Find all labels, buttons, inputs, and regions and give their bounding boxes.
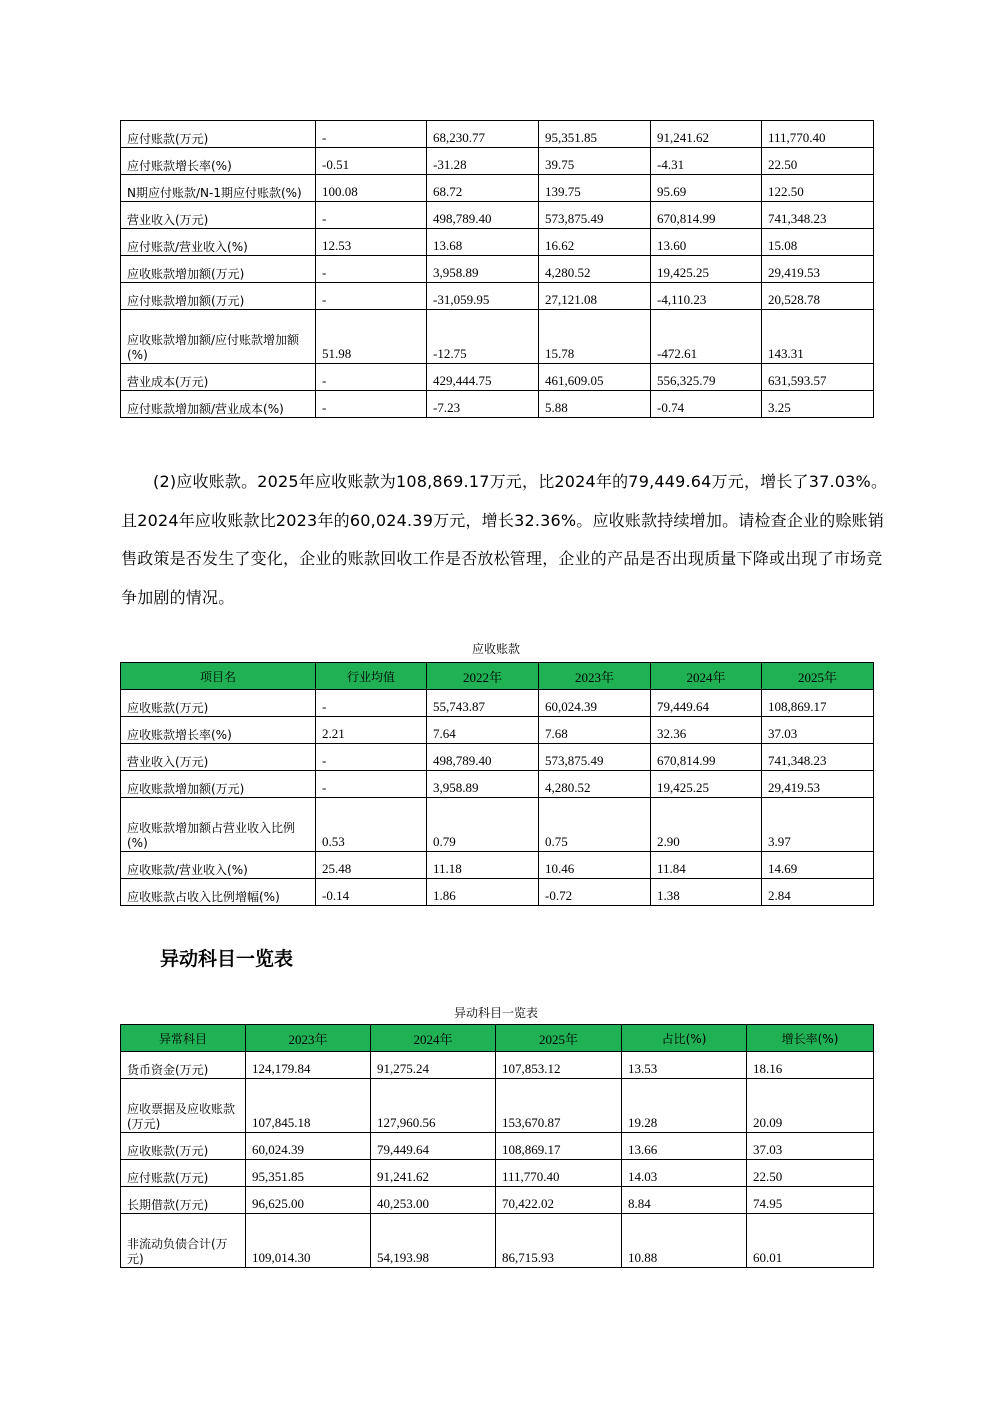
payable-row xyxy=(121,148,874,175)
receivable-row xyxy=(121,852,874,879)
anomaly-cell: 153,670.87 xyxy=(496,1079,622,1133)
receivable-cell: 14.69 xyxy=(762,852,874,879)
payable-cell: 15.78 xyxy=(539,310,651,364)
payable-cell: 573,875.49 xyxy=(539,202,651,229)
receivable-header-cell: 行业均值 xyxy=(316,663,427,690)
payable-row xyxy=(121,175,874,202)
receivable-header-cell: 2023年 xyxy=(539,663,651,690)
receivable-cell: 2.84 xyxy=(762,879,874,906)
payable-cell: 12.53 xyxy=(316,229,427,256)
anomaly-row xyxy=(121,1214,874,1268)
payable-row-label: N期应付账款/N-1期应付账款(%) xyxy=(121,175,316,202)
anomaly-cell: 107,845.18 xyxy=(246,1079,371,1133)
receivable-cell: 11.18 xyxy=(427,852,539,879)
receivable-cell: 2.90 xyxy=(651,798,762,852)
payable-cell: 100.08 xyxy=(316,175,427,202)
payable-cell: 19,425.25 xyxy=(651,256,762,283)
anomaly-cell: 96,625.00 xyxy=(246,1187,371,1214)
receivable-table-body xyxy=(121,690,874,906)
receivable-row xyxy=(121,744,874,771)
anomaly-row-label: 应收票据及应收账款(万元) xyxy=(121,1079,246,1133)
receivable-row xyxy=(121,717,874,744)
receivable-row-label: 应收账款/营业收入(%) xyxy=(121,852,316,879)
payable-cell: 91,241.62 xyxy=(651,121,762,148)
payable-cell: -4,110.23 xyxy=(651,283,762,310)
payable-cell: 741,348.23 xyxy=(762,202,874,229)
receivable-row-label: 应收账款占收入比例增幅(%) xyxy=(121,879,316,906)
payable-cell: 143.31 xyxy=(762,310,874,364)
payable-cell: 29,419.53 xyxy=(762,256,874,283)
receivable-cell: 3,958.89 xyxy=(427,771,539,798)
receivable-header-cell: 2022年 xyxy=(427,663,539,690)
anomaly-row xyxy=(121,1187,874,1214)
anomaly-header-cell: 2025年 xyxy=(496,1025,622,1052)
anomaly-header-cell: 占比(%) xyxy=(622,1025,747,1052)
anomaly-row-label: 长期借款(万元) xyxy=(121,1187,246,1214)
anomaly-row-label: 应收账款(万元) xyxy=(121,1133,246,1160)
receivable-cell: 670,814.99 xyxy=(651,744,762,771)
receivable-cell: - xyxy=(316,771,427,798)
anomaly-header-cell: 2023年 xyxy=(246,1025,371,1052)
payable-cell: 68,230.77 xyxy=(427,121,539,148)
payable-cell: -12.75 xyxy=(427,310,539,364)
anomaly-cell: 60.01 xyxy=(747,1214,874,1268)
payable-row xyxy=(121,364,874,391)
payable-row-label: 应付账款/营业收入(%) xyxy=(121,229,316,256)
payable-row-label: 营业收入(万元) xyxy=(121,202,316,229)
anomaly-cell: 8.84 xyxy=(622,1187,747,1214)
payable-row xyxy=(121,391,874,418)
anomaly-cell: 74.95 xyxy=(747,1187,874,1214)
anomaly-cell: 70,422.02 xyxy=(496,1187,622,1214)
receivable-row xyxy=(121,798,874,852)
anomaly-cell: 86,715.93 xyxy=(496,1214,622,1268)
payable-cell: 556,325.79 xyxy=(651,364,762,391)
anomaly-table-body xyxy=(121,1052,874,1268)
payable-cell: 631,593.57 xyxy=(762,364,874,391)
anomaly-cell: 14.03 xyxy=(622,1160,747,1187)
receivable-cell: -0.14 xyxy=(316,879,427,906)
receivable-cell: 79,449.64 xyxy=(651,690,762,717)
payable-cell: - xyxy=(316,364,427,391)
receivable-row-label: 应收账款增长率(%) xyxy=(121,717,316,744)
payable-cell: -0.51 xyxy=(316,148,427,175)
payable-cell: 3.25 xyxy=(762,391,874,418)
payable-cell: 111,770.40 xyxy=(762,121,874,148)
anomaly-cell: 37.03 xyxy=(747,1133,874,1160)
receivable-cell: 11.84 xyxy=(651,852,762,879)
receivable-cell: 29,419.53 xyxy=(762,771,874,798)
anomaly-row-label: 应付账款(万元) xyxy=(121,1160,246,1187)
payable-cell: 139.75 xyxy=(539,175,651,202)
receivable-row xyxy=(121,879,874,906)
payable-row-label: 应付账款(万元) xyxy=(121,121,316,148)
payable-cell: 461,609.05 xyxy=(539,364,651,391)
receivable-row xyxy=(121,771,874,798)
anomaly-table xyxy=(120,1024,874,1268)
anomaly-cell: 91,241.62 xyxy=(371,1160,496,1187)
payable-cell: 15.08 xyxy=(762,229,874,256)
receivable-cell: 60,024.39 xyxy=(539,690,651,717)
payable-row xyxy=(121,283,874,310)
payable-cell: 16.62 xyxy=(539,229,651,256)
anomaly-cell: 13.66 xyxy=(622,1133,747,1160)
payable-cell: 3,958.89 xyxy=(427,256,539,283)
anomaly-cell: 124,179.84 xyxy=(246,1052,371,1079)
anomaly-header-cell: 异常科目 xyxy=(121,1025,246,1052)
anomaly-cell: 20.09 xyxy=(747,1079,874,1133)
payable-row xyxy=(121,121,874,148)
anomaly-row xyxy=(121,1160,874,1187)
receivable-cell: 3.97 xyxy=(762,798,874,852)
receivable-cell: 7.64 xyxy=(427,717,539,744)
receivable-table-header xyxy=(121,663,874,690)
payable-cell: 27,121.08 xyxy=(539,283,651,310)
anomaly-cell: 109,014.30 xyxy=(246,1214,371,1268)
payable-table xyxy=(120,120,874,418)
payable-cell: - xyxy=(316,202,427,229)
payable-row-label: 应付账款增长率(%) xyxy=(121,148,316,175)
receivable-cell: 4,280.52 xyxy=(539,771,651,798)
receivable-cell: 1.86 xyxy=(427,879,539,906)
receivable-cell: - xyxy=(316,744,427,771)
anomaly-row-label: 非流动负债合计(万元) xyxy=(121,1214,246,1268)
anomaly-cell: 22.50 xyxy=(747,1160,874,1187)
receivable-table xyxy=(120,662,874,906)
anomaly-cell: 111,770.40 xyxy=(496,1160,622,1187)
anomaly-cell: 60,024.39 xyxy=(246,1133,371,1160)
payable-cell: -7.23 xyxy=(427,391,539,418)
payable-row-label: 应付账款增加额/营业成本(%) xyxy=(121,391,316,418)
payable-row-label: 应收账款增加额/应付账款增加额(%) xyxy=(121,310,316,364)
payable-row xyxy=(121,310,874,364)
receivable-cell: 573,875.49 xyxy=(539,744,651,771)
payable-cell: -472.61 xyxy=(651,310,762,364)
payable-cell: 20,528.78 xyxy=(762,283,874,310)
anomaly-cell: 18.16 xyxy=(747,1052,874,1079)
receivable-cell: 2.21 xyxy=(316,717,427,744)
receivable-cell: 0.53 xyxy=(316,798,427,852)
payable-cell: - xyxy=(316,283,427,310)
receivable-row-label: 应收账款增加额占营业收入比例(%) xyxy=(121,798,316,852)
anomaly-table-caption: 异动科目一览表 xyxy=(453,1006,538,1020)
anomaly-row-label: 货币资金(万元) xyxy=(121,1052,246,1079)
receivable-cell: - xyxy=(316,690,427,717)
payable-cell: 22.50 xyxy=(762,148,874,175)
payable-cell: 122.50 xyxy=(762,175,874,202)
receivable-cell: 55,743.87 xyxy=(427,690,539,717)
payable-cell: -31,059.95 xyxy=(427,283,539,310)
payable-row xyxy=(121,202,874,229)
receivable-cell: 741,348.23 xyxy=(762,744,874,771)
section-heading: 异动科目一览表 xyxy=(160,948,294,970)
payable-cell: 498,789.40 xyxy=(427,202,539,229)
receivable-cell: 10.46 xyxy=(539,852,651,879)
payable-row xyxy=(121,229,874,256)
receivable-row xyxy=(121,690,874,717)
payable-cell: -0.74 xyxy=(651,391,762,418)
payable-cell: 68.72 xyxy=(427,175,539,202)
payable-row xyxy=(121,256,874,283)
anomaly-cell: 19.28 xyxy=(622,1079,747,1133)
anomaly-cell: 108,869.17 xyxy=(496,1133,622,1160)
payable-cell: 95.69 xyxy=(651,175,762,202)
receivable-header-cell: 2025年 xyxy=(762,663,874,690)
payable-row-label: 营业成本(万元) xyxy=(121,364,316,391)
receivable-header-cell: 2024年 xyxy=(651,663,762,690)
anomaly-cell: 127,960.56 xyxy=(371,1079,496,1133)
payable-row-label: 应付账款增加额(万元) xyxy=(121,283,316,310)
receivable-cell: 1.38 xyxy=(651,879,762,906)
payable-cell: -31.28 xyxy=(427,148,539,175)
receivable-cell: 108,869.17 xyxy=(762,690,874,717)
payable-cell: 13.68 xyxy=(427,229,539,256)
receivable-cell: 0.75 xyxy=(539,798,651,852)
receivable-row-label: 营业收入(万元) xyxy=(121,744,316,771)
anomaly-cell: 79,449.64 xyxy=(371,1133,496,1160)
receivable-header-cell: 项目名 xyxy=(121,663,316,690)
anomaly-cell: 91,275.24 xyxy=(371,1052,496,1079)
anomaly-cell: 95,351.85 xyxy=(246,1160,371,1187)
payable-cell: - xyxy=(316,256,427,283)
payable-table-body xyxy=(121,121,874,418)
payable-cell: - xyxy=(316,391,427,418)
receivable-cell: 32.36 xyxy=(651,717,762,744)
payable-cell: 429,444.75 xyxy=(427,364,539,391)
payable-cell: 39.75 xyxy=(539,148,651,175)
receivable-cell: 7.68 xyxy=(539,717,651,744)
receivable-row-label: 应收账款(万元) xyxy=(121,690,316,717)
anomaly-row xyxy=(121,1052,874,1079)
receivable-row-label: 应收账款增加额(万元) xyxy=(121,771,316,798)
receivable-cell: -0.72 xyxy=(539,879,651,906)
anomaly-header-cell: 增长率(%) xyxy=(747,1025,874,1052)
payable-cell: -4.31 xyxy=(651,148,762,175)
receivable-cell: 19,425.25 xyxy=(651,771,762,798)
anomaly-cell: 54,193.98 xyxy=(371,1214,496,1268)
payable-row-label: 应收账款增加额(万元) xyxy=(121,256,316,283)
receivable-paragraph: (2)应收账款。2025年应收账款为108,869.17万元，比2024年的79,449.64万元，增长了37.03%。且2024年应收账款比2023年的60,024.39万元，增长32.36%。应收账款持续增加。请检查企业的赊账销售政策是否发生了变化，企业的账款回收工作是否放松管理，企业的产品是否出现质量下降或出现了市场竞争加剧的情况。 xyxy=(121,472,888,607)
receivable-cell: 0.79 xyxy=(427,798,539,852)
receivable-table-caption: 应收账款 xyxy=(471,642,520,656)
anomaly-cell: 107,853.12 xyxy=(496,1052,622,1079)
anomaly-cell: 13.53 xyxy=(622,1052,747,1079)
anomaly-row xyxy=(121,1079,874,1133)
payable-cell: 5.88 xyxy=(539,391,651,418)
payable-cell: 4,280.52 xyxy=(539,256,651,283)
payable-cell: 95,351.85 xyxy=(539,121,651,148)
anomaly-cell: 10.88 xyxy=(622,1214,747,1268)
receivable-cell: 498,789.40 xyxy=(427,744,539,771)
receivable-cell: 37.03 xyxy=(762,717,874,744)
anomaly-cell: 40,253.00 xyxy=(371,1187,496,1214)
payable-cell: - xyxy=(316,121,427,148)
anomaly-header-cell: 2024年 xyxy=(371,1025,496,1052)
payable-cell: 13.60 xyxy=(651,229,762,256)
receivable-cell: 25.48 xyxy=(316,852,427,879)
anomaly-table-header xyxy=(121,1025,874,1052)
anomaly-row xyxy=(121,1133,874,1160)
payable-cell: 670,814.99 xyxy=(651,202,762,229)
payable-cell: 51.98 xyxy=(316,310,427,364)
